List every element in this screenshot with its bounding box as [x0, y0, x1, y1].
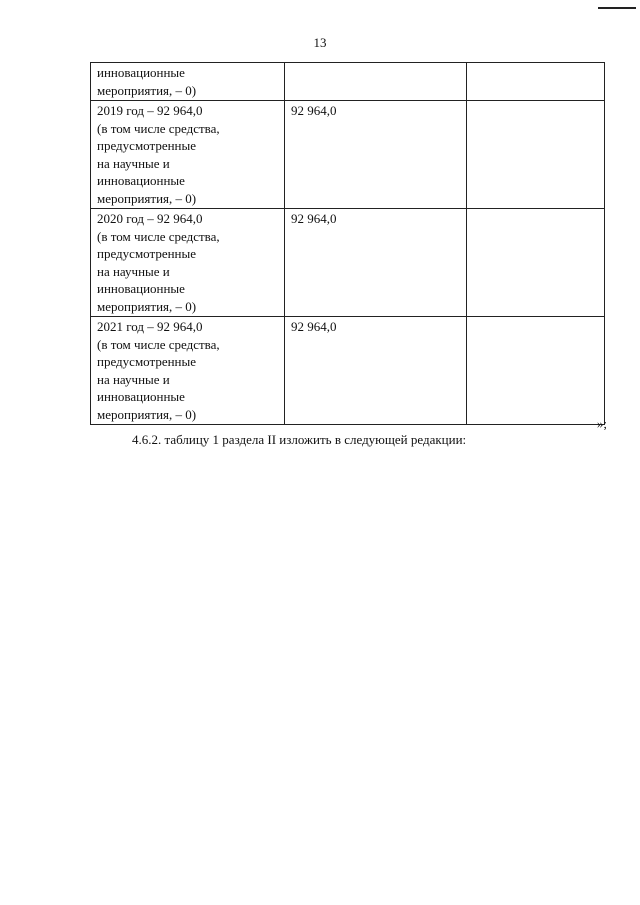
- cell-text-line: инновационные: [97, 281, 185, 296]
- table-cell-period: [91, 317, 285, 425]
- cell-text-line: на научные и: [97, 155, 170, 171]
- table-cell-amount: 92 964,0: [285, 101, 467, 209]
- funding-table: [90, 62, 605, 425]
- cell-text-line: (в том числе средства,: [97, 120, 220, 136]
- cell-text-line: (в том числе средства,: [97, 336, 220, 352]
- cell-text-line: 2021 год – 92 964,0: [97, 319, 203, 334]
- closing-quote: »;: [596, 416, 607, 431]
- cell-text-line: (в том числе средства,: [97, 228, 220, 244]
- table-cell-empty: [467, 101, 605, 209]
- cell-text-line: мероприятия, – 0): [97, 298, 197, 314]
- cell-text-line: на научные и: [97, 263, 170, 279]
- cell-text-line: предусмотренные: [97, 138, 197, 153]
- cell-text-line: 2020 год – 92 964,0: [97, 211, 203, 226]
- table-cell-amount: [285, 63, 467, 101]
- table-row: [91, 101, 605, 209]
- corner-mark: [598, 7, 636, 9]
- cell-text-line: инновационные: [97, 65, 185, 80]
- table-row: [91, 209, 605, 317]
- table-cell-empty: [467, 317, 605, 425]
- page-number: 13: [313, 35, 327, 50]
- cell-text-line: инновационные: [97, 389, 185, 404]
- table-cell-empty: [467, 63, 605, 101]
- table-row: [91, 317, 605, 425]
- table-row: [91, 63, 605, 101]
- table-cell-period: [91, 63, 285, 101]
- table-cell-empty: [467, 209, 605, 317]
- table-cell-amount: 92 964,0: [285, 317, 467, 425]
- amendment-paragraph: 4.6.2. таблицу 1 раздела II изложить в следующей редакции:: [132, 432, 467, 447]
- cell-text-line: мероприятия, – 0): [97, 406, 197, 422]
- cell-text-line: мероприятия, – 0): [97, 82, 197, 98]
- cell-text-line: мероприятия, – 0): [97, 190, 197, 206]
- cell-text-line: на научные и: [97, 371, 170, 387]
- cell-text-line: предусмотренные: [97, 246, 197, 261]
- cell-text-line: 2019 год – 92 964,0: [97, 103, 203, 118]
- table-cell-period: [91, 209, 285, 317]
- cell-text-line: предусмотренные: [97, 354, 197, 369]
- table-cell-period: [91, 101, 285, 209]
- cell-text-line: инновационные: [97, 173, 185, 188]
- table-cell-amount: 92 964,0: [285, 209, 467, 317]
